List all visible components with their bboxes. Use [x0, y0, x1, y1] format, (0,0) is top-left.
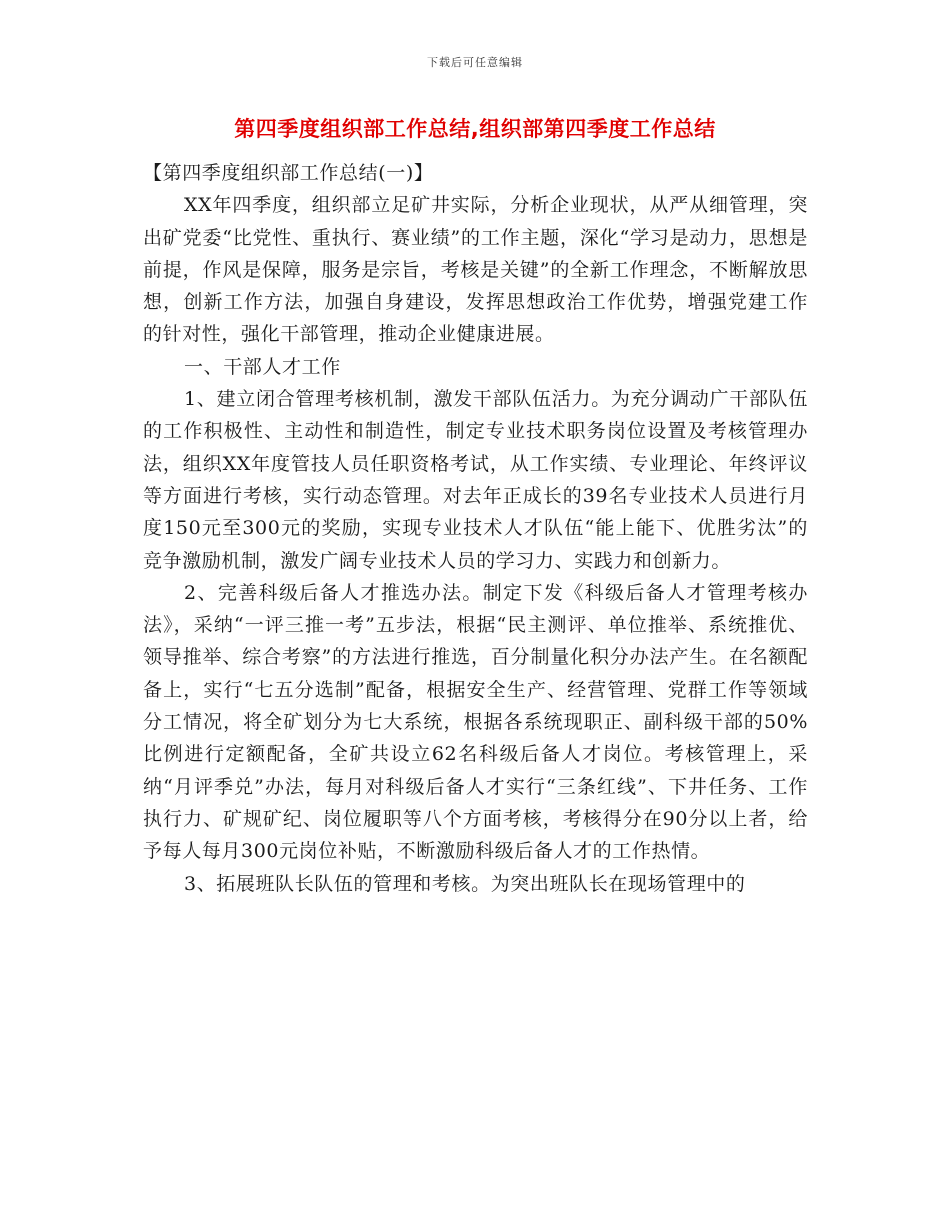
paragraph-item-1: 1、建立闭合管理考核机制，激发干部队伍活力。为充分调动广干部队伍的工作积极性、主动性和制造性，制定专业技术职务岗位设置及考核管理办法，组织XX年度管技人员任职资格考试，从工作实绩、专业理论、年终评议等方面进行考核，实行动态管理。对去年正成长的39名专业技术人员进行月度150元至300元的奖励，实现专业技术人才队伍“能上能下、优胜劣汰”的竞争激励机制，激发广阔专业技术人员的学习力、实践力和创新力。	[143, 388, 808, 572]
paragraph-item-3: 3、拓展班队长队伍的管理和考核。为突出班队长在现场管理中的	[184, 872, 746, 895]
paragraph-item-2: 2、完善科级后备人才推选办法。制定下发《科级后备人才管理考核办法》，采纳“一评三推一考”五步法，根据“民主测评、单位推举、系统推优、领导推举、综合考察”的方法进行推选，百分制量化积分办法产生。在名额配备上，实行“七五分选制”配备，根据安全生产、经营管理、党群工作等领域分工情况，将全矿划分为七大系统，根据各系统现职正、副科级干部的50%比例进行定额配备，全矿共设立62名科级后备人才岗位。考核管理上，采纳“月评季兑”办法，每月对科级后备人才实行“三条红线”、下井任务、工作执行力、矿规矿纪、岗位履职等八个方面考核，考核得分在90分以上者，给予每人每月300元岗位补贴，不断激励科级后备人才的工作热情。	[143, 581, 808, 863]
page-header-note: 下载后可任意编辑	[427, 56, 523, 69]
paragraph-intro: XX年四季度，组织部立足矿井实际，分析企业现状，从严从细管理，突出矿党委“比党性、重执行、赛业绩”的工作主题，深化“学习是动力，思想是前提，作风是保障，服务是宗旨，考核是关键”的全新工作理念，不断解放思想，创新工作方法，加强自身建设，发挥思想政治工作优势，增强党建工作的针对性，强化干部管理，推动企业健康进展。	[143, 194, 808, 346]
document-body	[143, 157, 808, 900]
section-label: 【第四季度组织部工作总结(一)】	[143, 162, 434, 184]
section-heading-cadre-talent: 一、干部人才工作	[184, 355, 341, 378]
document-title: 第四季度组织部工作总结,组织部第四季度工作总结	[234, 117, 716, 141]
